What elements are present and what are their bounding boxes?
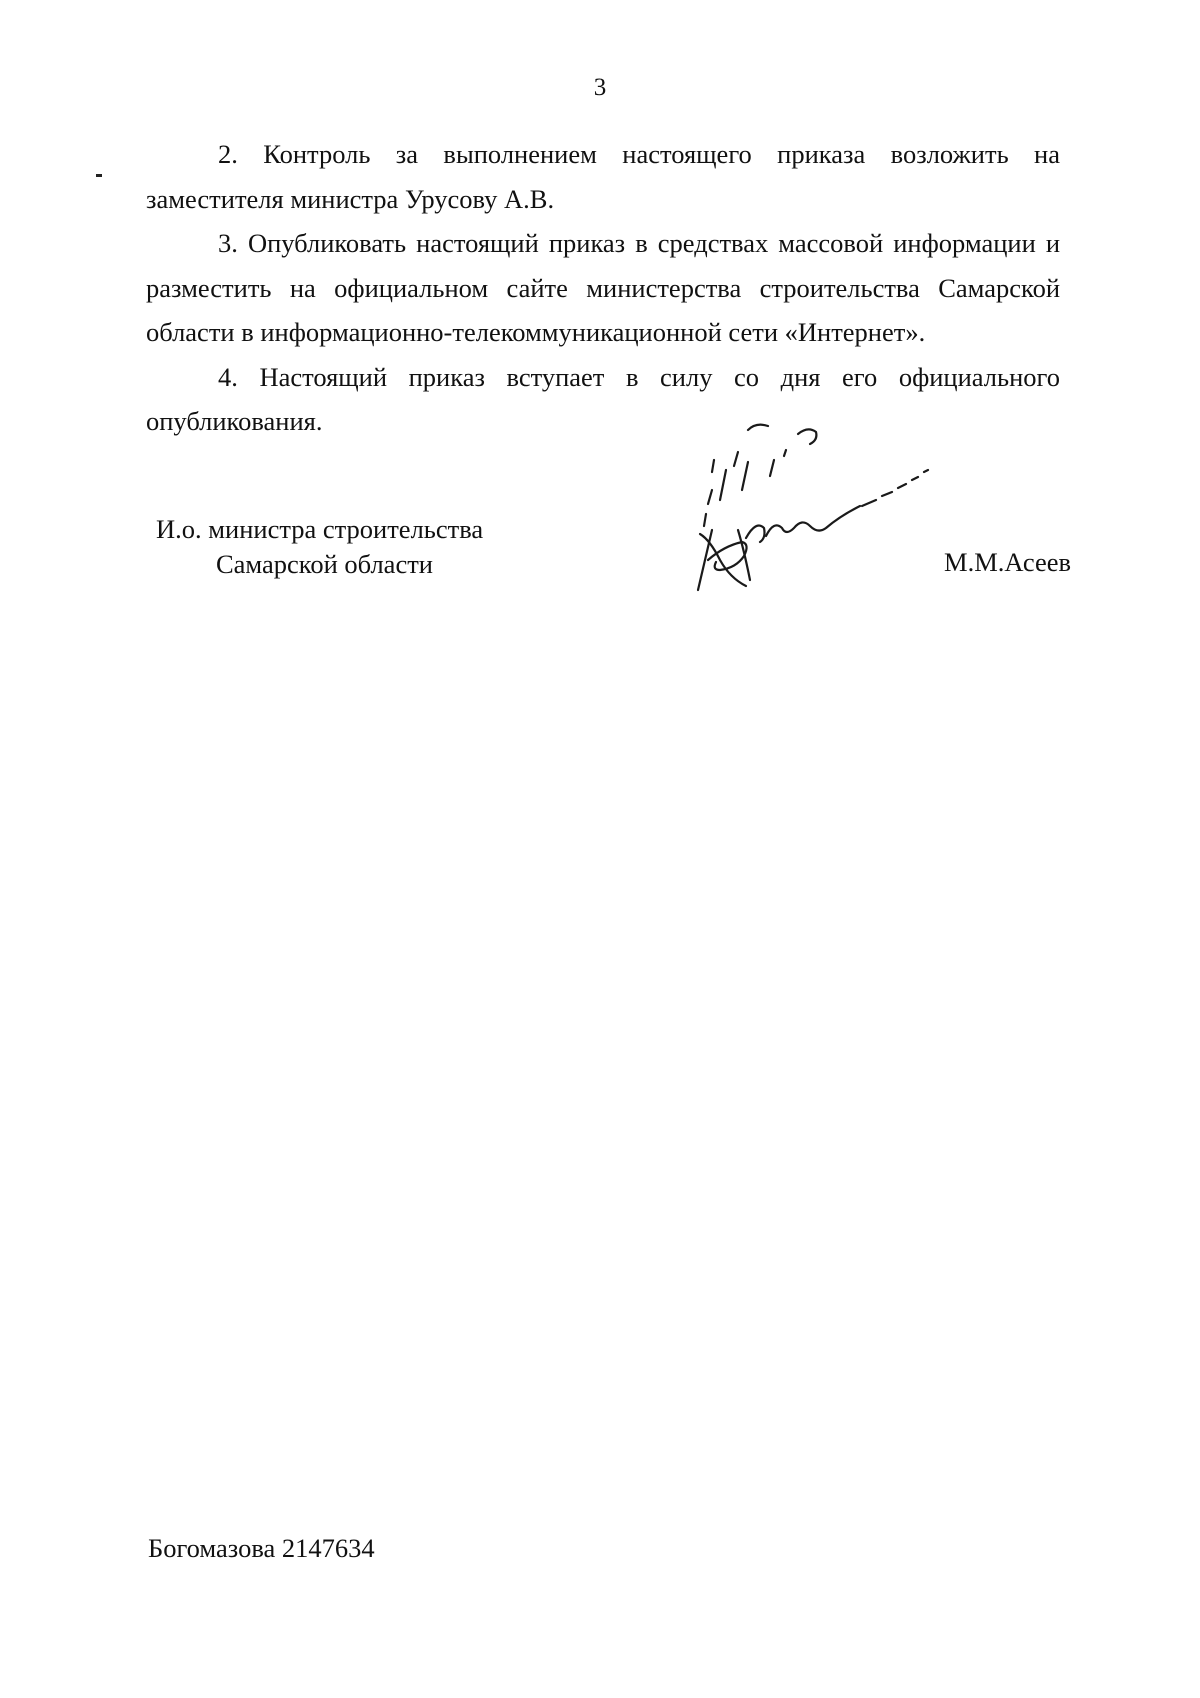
scan-mark xyxy=(96,174,102,177)
signatory-title-line2: Самарской области xyxy=(216,549,433,579)
signatory-title xyxy=(156,512,483,582)
paragraph-publish: 3. Опубликовать настоящий приказ в средствах массовой информации и разместить на официальном сайте министерства строительства Самарской области в информационно-телекоммуникационной сети «Интернет». xyxy=(146,228,1060,347)
paragraph-effective-date: 4. Настоящий приказ вступает в силу со дня его официального опубликования. xyxy=(146,361,1060,436)
document-body xyxy=(146,132,1060,444)
signatory-name: М.М.Асеев xyxy=(944,547,1071,577)
handwritten-signature xyxy=(690,410,990,610)
paragraph-control: 2. Контроль за выполнением настоящего приказа возложить на заместителя министра Урусову А.В. xyxy=(146,139,1060,214)
executor-contact: Богомазова 2147634 xyxy=(148,1533,375,1563)
page-number: 3 xyxy=(593,74,607,101)
signatory-title-line1: И.о. министра строительства xyxy=(156,514,484,544)
